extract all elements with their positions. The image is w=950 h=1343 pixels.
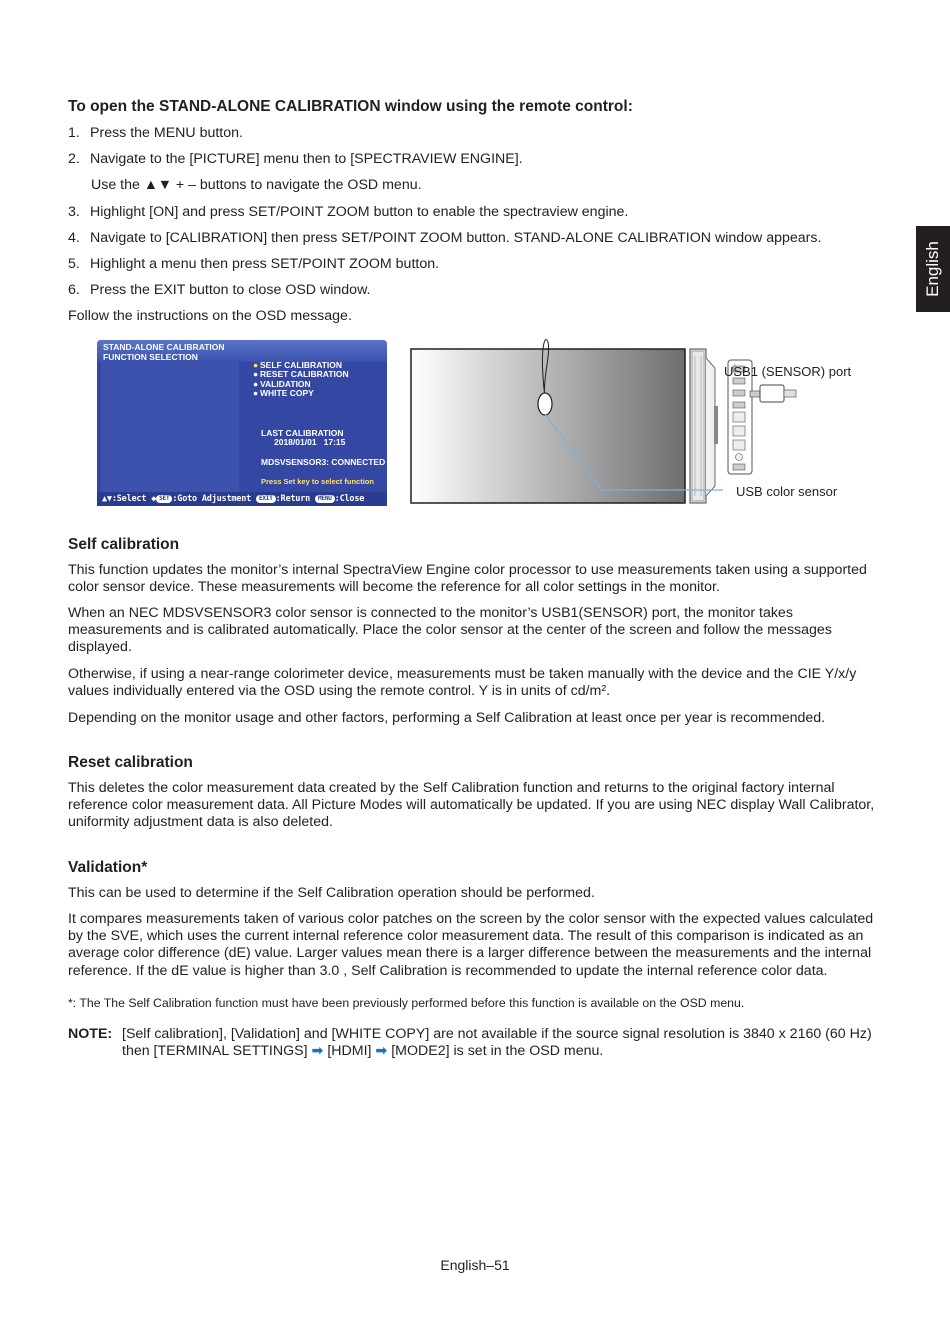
- page-title: To open the STAND-ALONE CALIBRATION window using the remote control:: [68, 98, 633, 115]
- section-heading-validation: Validation*: [68, 859, 148, 876]
- usb1-port-label: USB1 (SENSOR) port: [724, 364, 852, 379]
- paragraph: This deletes the color measurement data created by the Self Calibration function and returns to the original factory internal reference color measurement data. All Picture Modes will automatically be updated. If you are using NEC display Wall Calibrator, uniformity adjustment data is also deleted.: [68, 780, 875, 831]
- step-number: 2.: [68, 151, 80, 167]
- osd-left-panel: [101, 362, 239, 492]
- section-heading-self-calibration: Self calibration: [68, 536, 180, 553]
- bullet-icon: ●: [253, 387, 259, 398]
- step-4: [68, 230, 821, 246]
- up-down-arrows-icon: ▲▼: [102, 494, 112, 504]
- osd-footer: ▲▼:Select ◆ SET :Goto Adjustment EXIT :Return MENU :Close: [97, 492, 387, 506]
- osd-menu-item-validation: ● VALIDATION: [253, 378, 311, 389]
- osd-title: STAND-ALONE CALIBRATION: [103, 342, 225, 352]
- step-5: [68, 256, 439, 272]
- bullet-icon: ●: [253, 378, 259, 389]
- step-1: [68, 125, 243, 141]
- step-number: 1.: [68, 125, 80, 141]
- osd-menu-item-reset-calibration: ● RESET CALIBRATION: [253, 369, 349, 380]
- osd-header: [97, 340, 387, 362]
- paragraph: When an NEC MDSVSENSOR3 color sensor is connected to the monitor’s USB1(SENSOR) port, the monitor takes measurements and is calibrated automatically. Place the color sensor at the center of the screen and follow the messages displayed.: [68, 605, 832, 656]
- section-heading-reset-calibration: Reset calibration: [68, 754, 193, 771]
- page-number: English–51: [440, 1257, 510, 1273]
- paragraph: It compares measurements taken of various color patches on the screen by the color sensor with the expected values calculated by the SVE, which uses the current internal reference color measurement data. The result of this comparison is indicated as an average color difference (dE) value. Larger values mean there is a larger difference between the measurements and the internal reference. If the dE value is higher than 3.0 , Self Calibration is recommended to update the internal reference color data.: [68, 911, 874, 979]
- osd-menu-item-self-calibration: ● SELF CALIBRATION: [253, 360, 343, 370]
- osd-menu-item-white-copy: ● WHITE COPY: [253, 387, 314, 398]
- osd-sensor-status: MDSVSENSOR3: CONNECTED: [261, 457, 386, 467]
- step-6: [68, 282, 370, 298]
- paragraph: This function updates the monitor’s internal SpectraView Engine color processor to use measurements taken using a supported color sensor device. These measurements will become the reference for all color settings in the monitor.: [68, 562, 867, 596]
- step-number: 3.: [68, 204, 80, 220]
- step-text: Navigate to [CALIBRATION] then press SET/POINT ZOOM button. STAND-ALONE CALIBRATION window appears.: [90, 230, 822, 246]
- monitor-screen: [411, 349, 685, 503]
- osd-calibration-window: [97, 340, 387, 506]
- osd-last-calibration-date: 2018/01/01 17:15: [274, 437, 346, 447]
- usb-sensor-label: USB color sensor: [736, 484, 838, 499]
- footnote: *: The The Self Calibration function must have been previously performed before this function is available on the OSD menu.: [68, 996, 745, 1010]
- follow-instructions: Follow the instructions on the OSD message.: [68, 308, 352, 324]
- step-text: Highlight a menu then press SET/POINT ZOOM button.: [90, 256, 440, 272]
- step-text: Press the MENU button.: [90, 125, 243, 141]
- step-number: 4.: [68, 230, 80, 246]
- monitor-side-panel: [690, 349, 715, 503]
- usb-color-sensor: [538, 393, 552, 415]
- note-label: NOTE:: [68, 1026, 113, 1042]
- step-text: Press the EXIT button to close OSD window.: [90, 282, 371, 298]
- language-tab-label: English: [923, 241, 942, 297]
- menu-key-icon: MENU: [315, 495, 335, 503]
- set-key-icon: SET: [156, 495, 172, 503]
- step-2-note: Use the ▲▼ + – buttons to navigate the OSD menu.: [91, 177, 422, 193]
- step-number: 5.: [68, 256, 80, 272]
- usb-plug: [750, 385, 796, 402]
- exit-key-icon: EXIT: [256, 495, 276, 503]
- step-number: 6.: [68, 282, 80, 298]
- osd-last-calibration-label: LAST CALIBRATION: [261, 428, 344, 438]
- step-2: [68, 151, 523, 167]
- language-tab: [916, 226, 950, 312]
- paragraph: Depending on the monitor usage and other factors, performing a Self Calibration at least once per year is recommended.: [68, 710, 826, 726]
- osd-hint: Press Set key to select function: [261, 477, 374, 486]
- selected-dot-icon: ●: [253, 360, 259, 370]
- bullet-icon: ●: [253, 369, 259, 380]
- osd-subtitle: FUNCTION SELECTION: [103, 352, 198, 362]
- right-arrow-icon: ➡: [311, 1043, 324, 1060]
- paragraph: Otherwise, if using a near-range colorimeter device, measurements must be taken manually with the device and the CIE Y/x/y values individually entered via the OSD using the remote control. Y is in units of cd/m².: [68, 666, 857, 700]
- paragraph: This can be used to determine if the Self Calibration operation should be performed.: [68, 885, 595, 901]
- step-3: [68, 204, 628, 220]
- step-text: Highlight [ON] and press SET/POINT ZOOM button to enable the spectraview engine.: [90, 204, 629, 220]
- note-text: [Self calibration], [Validation] and [WHITE COPY] are not available if the source signal resolution is 3840 x 2160 (60 Hz) then [TERMINAL SETTINGS] ➡ [HDMI] ➡ [MODE2] is set in the OSD menu.: [122, 1026, 872, 1060]
- osd-function-menu: [253, 361, 349, 398]
- step-text: Navigate to the [PICTURE] menu then to [SPECTRAVIEW ENGINE].: [90, 151, 523, 167]
- right-arrow-icon: ➡: [375, 1043, 388, 1060]
- joystick-icon: ◆: [151, 494, 157, 504]
